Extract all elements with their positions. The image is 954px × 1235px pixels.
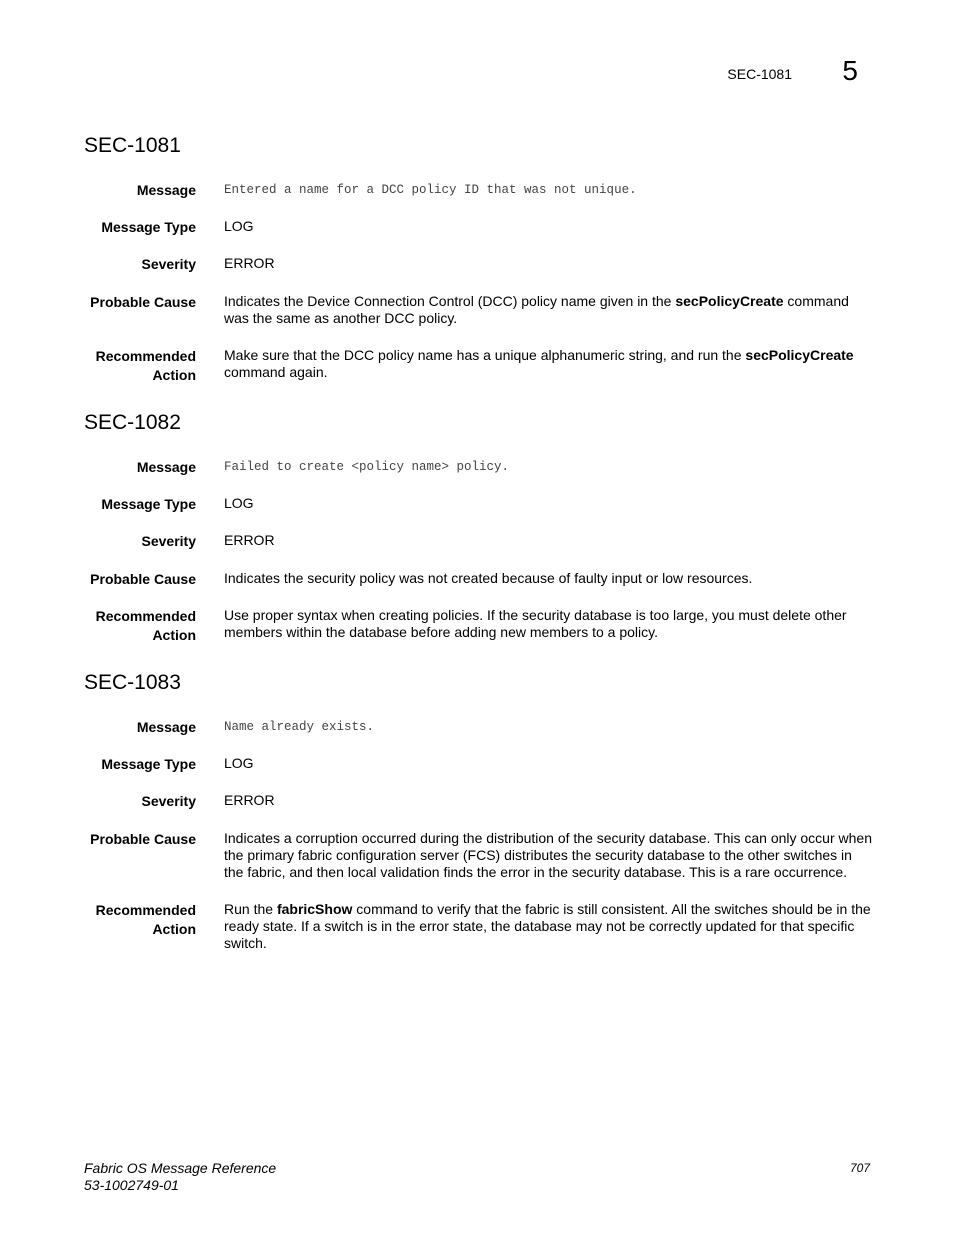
message-type-label: Message Type <box>101 496 196 512</box>
severity-label: Severity <box>141 256 196 272</box>
message-type-value: LOG <box>224 218 254 234</box>
severity-label: Severity <box>141 533 196 549</box>
footer-page-number: 707 <box>849 1161 870 1175</box>
probable-cause-text <box>224 293 874 327</box>
message-label: Message <box>136 182 196 198</box>
severity-value: ERROR <box>224 532 275 548</box>
section-title: SEC-1083 <box>84 671 181 694</box>
footer-doc-title: Fabric OS Message Reference <box>84 1160 277 1176</box>
action-text-cont: command to verify that the fabric is still consistent. All the switches should be in the ready state. If a switch is in the error state, the database may not be correctly updated for that specific switch. <box>224 901 871 951</box>
section-title: SEC-1082 <box>84 411 181 434</box>
recommended-action-text <box>224 901 874 952</box>
recommended-action-text: Use proper syntax when creating policies. If the security database is too large, you must delete other members within the database before adding new members to a policy. <box>224 607 847 640</box>
cause-text-cont: command was the same as another DCC policy. <box>224 293 849 326</box>
footer-doc-number: 53-1002749-01 <box>84 1177 179 1193</box>
message-type-value: LOG <box>224 755 254 771</box>
label-line-2: Action <box>152 921 196 937</box>
severity-label: Severity <box>141 793 196 809</box>
label-line-1: Recommended <box>95 902 196 918</box>
recommended-action-label <box>56 607 196 645</box>
action-text: Make sure that the DCC policy name has a unique alphanumeric string, and run the <box>224 347 746 363</box>
recommended-action-label <box>56 347 196 385</box>
action-text-cont: command again. <box>224 364 328 380</box>
message-type-value: LOG <box>224 495 254 511</box>
message-text: Entered a name for a DCC policy ID that was not unique. <box>224 183 637 197</box>
message-type-label: Message Type <box>101 219 196 235</box>
label-line-1: Recommended <box>95 348 196 364</box>
label-line-2: Action <box>152 367 196 383</box>
recommended-action-text <box>224 347 874 381</box>
severity-value: ERROR <box>224 255 275 271</box>
command-name: secPolicyCreate <box>745 347 854 363</box>
message-type-label: Message Type <box>101 756 196 772</box>
message-label: Message <box>136 719 196 735</box>
command-name: fabricShow <box>276 901 353 917</box>
cause-text: Indicates the Device Connection Control (DCC) policy name given in the <box>224 293 676 309</box>
probable-cause-text: Indicates the security policy was not created because of faulty input or low resources. <box>224 570 753 586</box>
label-line-1: Recommended <box>95 608 196 624</box>
probable-cause-label: Probable Cause <box>90 571 196 587</box>
message-label: Message <box>136 459 196 475</box>
probable-cause-label: Probable Cause <box>90 831 196 847</box>
chapter-number: 5 <box>842 55 858 86</box>
message-text: Failed to create <policy name> policy. <box>224 460 510 474</box>
section-title: SEC-1081 <box>84 134 181 157</box>
recommended-action-label <box>56 901 196 939</box>
command-name: secPolicyCreate <box>675 293 784 309</box>
running-head <box>600 56 860 90</box>
probable-cause-text: Indicates a corruption occurred during the distribution of the security database. This can only occur when the primary fabric configuration server (FCS) distributes the security database to the other switches in the fabric, and then local validation finds the error in the security database. This is a rare occurrence. <box>224 830 872 880</box>
message-text: Name already exists. <box>224 720 375 734</box>
page-footer <box>84 1160 870 1200</box>
severity-value: ERROR <box>224 792 275 808</box>
running-head-label: SEC-1081 <box>727 66 792 82</box>
action-text: Run the <box>224 901 277 917</box>
probable-cause-label: Probable Cause <box>90 294 196 310</box>
label-line-2: Action <box>152 627 196 643</box>
